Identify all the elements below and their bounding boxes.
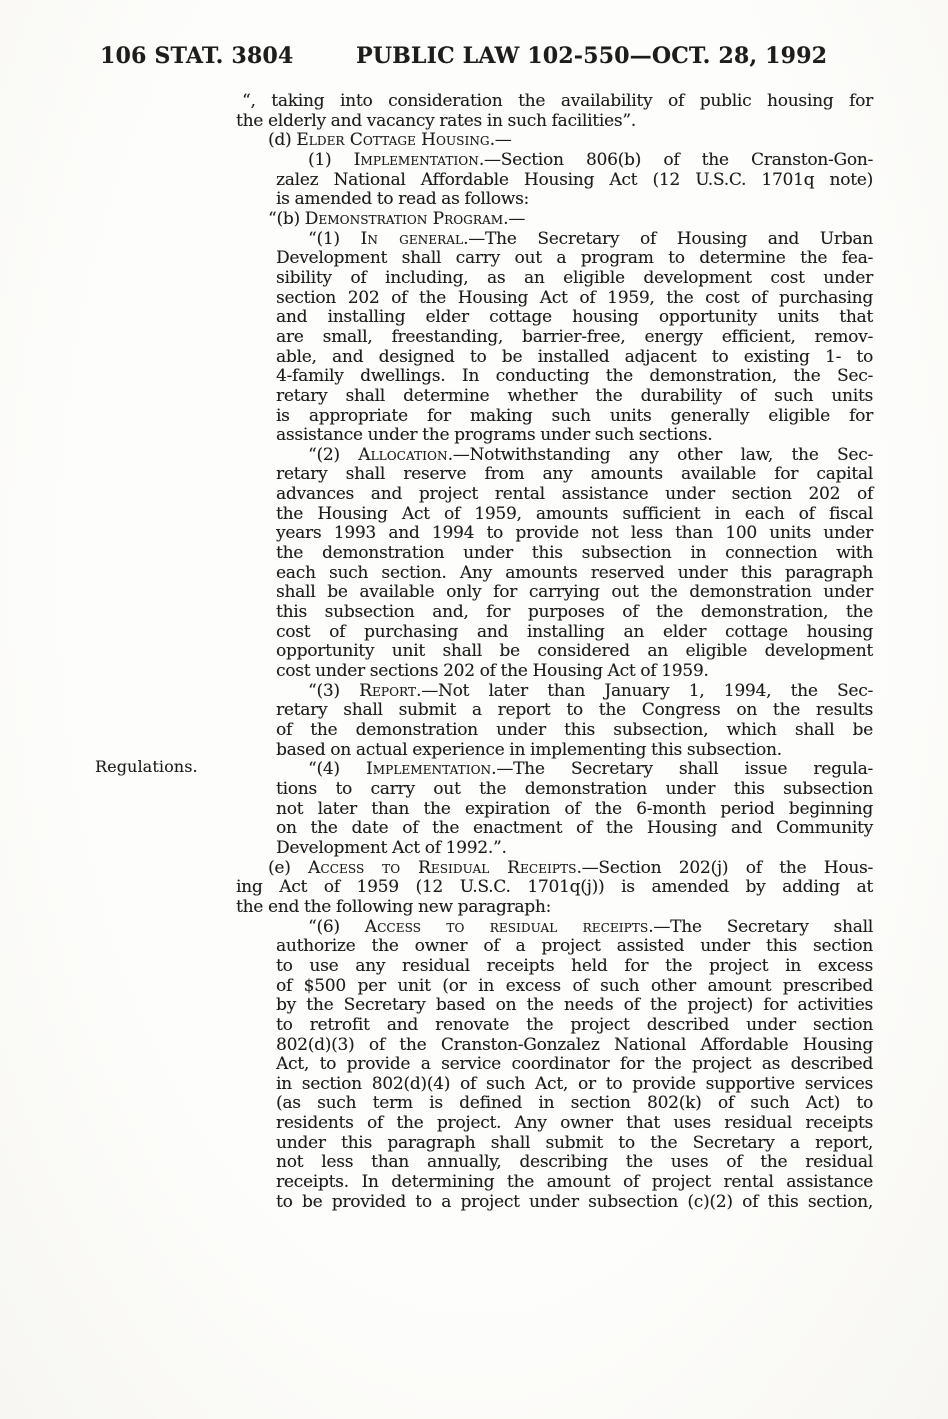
text-run: .—Notwithstanding any other law, the Sec- (447, 444, 873, 465)
text-run: able, and designed to be installed adjacent to existing 1- to (276, 346, 873, 367)
text-run: retary shall submit a report to the Congress on the results (276, 700, 873, 721)
text-run: not later than the expiration of the 6-month period beginning (276, 798, 873, 819)
small-caps-heading-run: Elder Cottage Housing (296, 130, 490, 151)
text-line (236, 1036, 873, 1056)
text-run: is appropriate for making such units generally eligible for (276, 405, 873, 426)
text-line (236, 583, 873, 603)
text-run: .—Section 806(b) of the Cranston-Gon- (478, 149, 873, 170)
text-run: to be provided to a project under subsection (c)(2) of this section, (276, 1191, 873, 1212)
text-line (236, 996, 873, 1016)
text-line (236, 446, 873, 466)
text-line (236, 544, 873, 564)
text-run: “, taking into consideration the availability of public housing for (242, 91, 873, 111)
text-line (236, 878, 873, 898)
text-run: (1) (308, 149, 354, 170)
text-run: shall be available only for carrying out the demonstration under (276, 582, 873, 603)
text-run: of the demonstration under this subsection, which shall be (276, 720, 873, 740)
text-line (236, 623, 873, 643)
text-line (236, 839, 873, 859)
small-caps-heading-run: Report (359, 680, 417, 701)
text-line (236, 1153, 873, 1173)
text-run: the demonstration under this subsection in connection with (276, 543, 873, 564)
text-run: residents of the project. Any owner that uses residual receipts (276, 1113, 873, 1134)
text-run: zalez National Affordable Housing Act (12 U.S.C. 1701q note) (276, 169, 873, 190)
text-line (236, 387, 873, 407)
text-line (236, 898, 873, 918)
text-line (236, 1134, 873, 1154)
text-run: 802(d)(3) of the Cranston-Gonzalez National Affordable Housing (276, 1034, 873, 1055)
text-run: on the date of the enactment of the Housing and Community (276, 818, 873, 839)
text-line (236, 1055, 873, 1075)
text-run: (d) (268, 130, 297, 151)
text-line (236, 367, 873, 387)
text-run: Development Act of 1992.”. (276, 837, 507, 858)
text-run: to retrofit and renovate the project described under section (276, 1014, 873, 1035)
text-run: section 202 of the Housing Act of 1959, the cost of purchasing (276, 287, 873, 308)
text-run: “(2) (308, 444, 359, 465)
text-run: under this paragraph shall submit to the Secretary a report, (276, 1132, 873, 1153)
small-caps-heading-run: In general (360, 228, 464, 249)
text-run: retary shall reserve from any amounts available for capital (276, 464, 873, 485)
text-line (236, 662, 873, 682)
text-run: “(b) (268, 208, 305, 229)
text-run: and installing elder cottage housing opportunity units that (276, 307, 873, 328)
text-line (236, 1075, 873, 1095)
text-run: ing Act of 1959 (12 U.S.C. 1701q(j)) is amended by adding at (236, 877, 873, 898)
text-line (236, 485, 873, 505)
text-run: opportunity unit shall be considered an eligible development (276, 641, 873, 662)
text-run: .—Not later than January 1, 1994, the Sec- (416, 680, 873, 701)
text-run: .— (489, 130, 512, 151)
text-run: each such section. Any amounts reserved under this paragraph (276, 562, 873, 583)
text-run: “(6) (308, 916, 365, 937)
text-run: “(1) (308, 228, 361, 249)
law-title: PUBLIC LAW 102-550—OCT. 28, 1992 (356, 43, 828, 69)
text-run: (e) (268, 857, 309, 878)
text-line (236, 1193, 873, 1213)
small-caps-heading-run: Access to residual receipts (364, 916, 649, 937)
text-run: the elderly and vacancy rates in such facilities”. (236, 110, 636, 131)
text-run: “(3) (308, 680, 360, 701)
text-line (236, 741, 873, 761)
text-run: tions to carry out the demonstration under this subsection (276, 778, 873, 799)
text-run: the Housing Act of 1959, amounts sufficient in each of fiscal (276, 503, 873, 524)
text-run: the end the following new paragraph: (236, 896, 552, 917)
text-run: 4-family dwellings. In conducting the demonstration, the Sec- (276, 366, 873, 387)
small-caps-heading-run: Access to Residual Receipts (308, 857, 577, 878)
text-run: (as such term is defined in section 802(k) of such Act) to (276, 1093, 873, 1114)
text-run: .—The Secretary shall (648, 916, 873, 937)
text-line (236, 465, 873, 485)
text-line (236, 289, 873, 309)
text-run: this subsection and, for purposes of the demonstration, the (276, 602, 873, 623)
text-line (236, 977, 873, 997)
text-run: to use any residual receipts held for the project in excess (276, 955, 873, 976)
text-run: not less than annually, describing the uses of the residual (276, 1152, 873, 1173)
text-run: years 1993 and 1994 to provide not less than 100 units under (276, 523, 873, 544)
text-line (236, 642, 873, 662)
text-run: based on actual experience in implementing this subsection. (276, 739, 782, 760)
text-run: cost under sections 202 of the Housing Act of 1959. (276, 661, 709, 682)
text-line (236, 1173, 873, 1193)
small-caps-heading-run: Allocation (358, 444, 448, 465)
text-run: are small, freestanding, barrier-free, energy efficient, remov- (276, 326, 873, 347)
text-line (236, 721, 873, 741)
statute-body (236, 92, 873, 1212)
text-run: sibility of including, as an eligible development cost under (276, 267, 873, 288)
text-line (236, 819, 873, 839)
text-run: cost of purchasing and installing an elder cottage housing (276, 621, 873, 642)
text-line (236, 780, 873, 800)
text-line (236, 937, 873, 957)
text-run: assistance under the programs under such sections. (276, 425, 713, 446)
text-run: in section 802(d)(4) of such Act, or to provide supportive services (276, 1073, 873, 1094)
text-run: .—Section 202(j) of the Hous- (576, 857, 873, 878)
text-run: retary shall determine whether the durability of such units (276, 385, 873, 406)
text-run: receipts. In determining the amount of project rental assistance (276, 1172, 873, 1193)
text-run: .—The Secretary of Housing and Urban (463, 228, 873, 249)
text-line (236, 682, 873, 702)
text-run: “(4) (308, 759, 366, 780)
text-run: advances and project rental assistance under section 202 of (276, 484, 873, 505)
text-line (236, 210, 873, 230)
text-line (236, 269, 873, 289)
text-run: authorize the owner of a project assisted under this section (276, 936, 873, 957)
text-line (236, 760, 873, 780)
text-line (236, 151, 873, 171)
text-line (236, 1114, 873, 1134)
text-run: Act, to provide a service coordinator for the project as described (276, 1054, 873, 1075)
text-line (236, 249, 873, 269)
text-line (236, 348, 873, 368)
text-run: is amended to read as follows: (276, 189, 530, 210)
text-line (236, 131, 873, 151)
text-run: .— (503, 208, 526, 229)
text-line (236, 505, 873, 525)
small-caps-heading-run: Implementation (353, 149, 479, 170)
text-line (236, 407, 873, 427)
small-caps-heading-run: Implementation (365, 759, 492, 780)
text-line (236, 190, 873, 210)
text-line (236, 957, 873, 977)
text-line (236, 603, 873, 623)
text-line (236, 701, 873, 721)
text-line (236, 230, 873, 250)
text-run: of $500 per unit (or in excess of such other amount prescribed (276, 975, 873, 996)
text-line (236, 800, 873, 820)
text-line (236, 92, 873, 112)
text-line (236, 1016, 873, 1036)
text-line (236, 859, 873, 879)
text-line (236, 308, 873, 328)
text-line (236, 918, 873, 938)
text-run: by the Secretary based on the needs of the project) for activities (276, 995, 873, 1016)
text-line (236, 328, 873, 348)
text-line (236, 112, 873, 132)
text-line (236, 426, 873, 446)
text-line (236, 524, 873, 544)
small-caps-heading-run: Demonstration Program (304, 208, 504, 229)
text-run: Development shall carry out a program to determine the fea- (276, 248, 873, 269)
margin-note-regulations: Regulations. (95, 757, 198, 776)
page-header (0, 43, 948, 71)
text-line (236, 564, 873, 584)
text-line (236, 171, 873, 191)
stat-citation: 106 STAT. 3804 (100, 43, 294, 69)
text-line (236, 1094, 873, 1114)
text-run: .—The Secretary shall issue regula- (491, 759, 873, 780)
